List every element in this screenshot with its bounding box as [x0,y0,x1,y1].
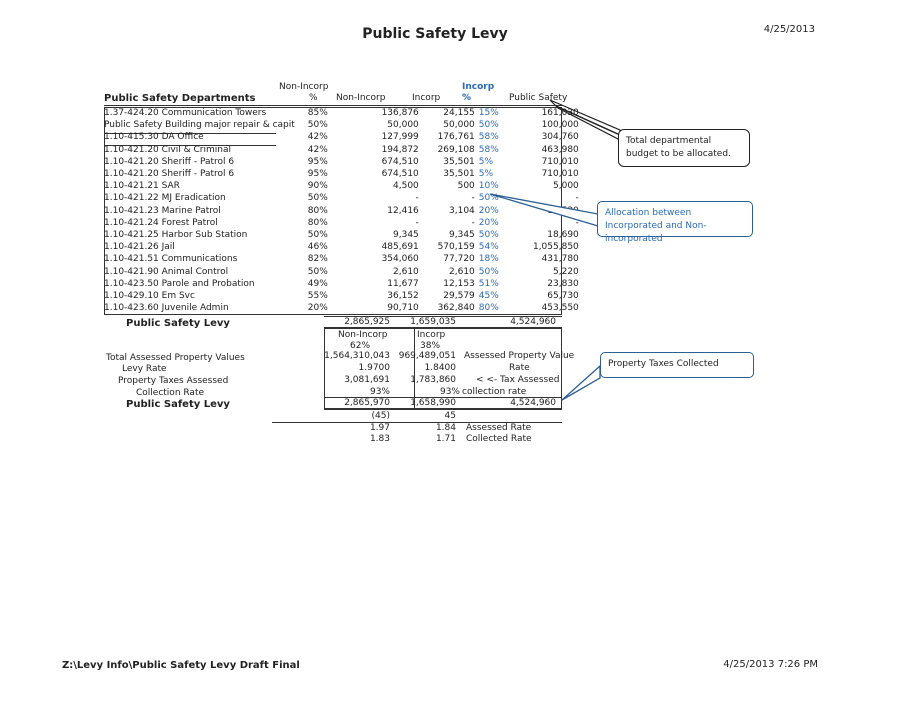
public-safety-amount: 100,000 [541,120,579,131]
non-incorp-pct: 95% [307,169,328,180]
public-safety-amount: 1,055,850 [532,242,579,253]
public-safety-amount: - [575,217,579,228]
incorp-amount: 29,579 [443,290,475,301]
levy-total-non-incorp: 2,865,925 [344,317,390,327]
public-safety-amount: 710,010 [541,156,579,167]
callout-allocation-text: Allocation between Incorporated and Non-incorporated [605,208,707,244]
public-safety-amount: 5,000 [553,181,579,192]
incorp-pct: 50% [478,193,499,204]
assessed-non-incorp: 1,564,310,043 [324,351,390,361]
taxes-pointer [562,366,600,400]
diff-non-incorp: (45) [371,411,390,421]
incorp-pct: 18% [478,254,499,265]
department-name: 1.10-421.21 SAR [104,181,180,192]
public-safety-amount: - [575,193,579,204]
taxes-assessed-incorp: 1,783,860 [410,375,456,385]
incorp-pct: 20% [478,205,499,216]
budget-pointer-shape [550,100,620,140]
department-name: 1.10-421.22 MJ Eradication [104,193,226,204]
collection-non-incorp: 93% [369,387,390,397]
incorp-amount: 50,000 [443,120,475,131]
incorp-pct: 5% [478,156,494,167]
non-incorp-amount: 194,872 [381,144,419,155]
assessed-rate-incorp: 1.84 [435,423,456,433]
split-incorp-label: Incorp [417,330,446,340]
non-incorp-amount: 36,152 [387,290,419,301]
non-incorp-pct: 80% [307,205,328,216]
levy-total2-total: 4,524,960 [510,398,556,408]
department-name: 1.10-421.20 Sheriff - Patrol 6 [104,169,235,180]
non-incorp-amount: 127,999 [381,132,419,143]
department-name: 1.10-423.60 Juvenile Admin [104,303,229,314]
non-incorp-amount: 50,000 [387,120,419,131]
incorp-amount: 9,345 [449,229,475,240]
col-public-safety: Public Safety [509,93,568,103]
non-incorp-amount: - [415,193,419,204]
incorp-pct: 58% [478,132,499,143]
public-safety-amount: 161,030 [541,108,579,119]
incorp-amount: 77,720 [443,254,475,265]
levy-total-incorp: 1,659,035 [410,317,456,327]
incorp-amount: 3,104 [449,205,475,216]
page-title: Public Safety Levy [362,26,508,42]
levy-rate-incorp: 1.8400 [424,363,456,373]
non-incorp-amount: 90,710 [387,303,419,314]
incorp-pct: 80% [478,303,499,314]
col-non-incorp-pct-line1: Non-Incorp [279,82,329,92]
col-incorp-pct-line1: Incorp [462,82,495,92]
split-incorp-pct: 38% [420,341,441,351]
public-safety-amount: 463,980 [541,144,579,155]
incorp-pct: 54% [478,242,499,253]
incorp-pct: 50% [478,120,499,131]
budget-pointer [556,106,620,135]
non-incorp-pct: 42% [307,132,328,143]
non-incorp-amount: 485,691 [381,242,419,253]
department-name: 1.10-415.30 DA Office [104,132,204,143]
department-name: Public Safety Building major repair & capit [104,120,295,131]
incorp-amount: 35,501 [443,156,475,167]
incorp-amount: 35,501 [443,169,475,180]
levy-total2-label: Public Safety Levy [126,399,230,410]
non-incorp-pct: 49% [307,278,328,289]
department-name: 1.10-421.90 Animal Control [104,266,229,277]
non-incorp-pct: 46% [307,242,328,253]
assessed-note: Assessed Property Value [464,351,575,361]
non-incorp-amount: - [415,217,419,228]
non-incorp-pct: 90% [307,181,328,192]
col-non-incorp-pct-line2: % [309,93,318,103]
non-incorp-pct: 42% [307,144,328,155]
split-non-incorp-pct: 62% [350,341,371,351]
non-incorp-amount: 12,416 [387,205,419,216]
levy-total-total: 4,524,960 [510,317,556,327]
split-non-incorp-label: Non-Incorp [338,330,388,340]
non-incorp-amount: 2,610 [393,266,419,277]
incorp-pct: 15% [478,108,499,119]
assessed-label: Total Assessed Property Values [106,353,245,363]
public-safety-amount: 65,730 [547,290,579,301]
non-incorp-pct: 20% [307,303,328,314]
incorp-pct: 10% [478,181,499,192]
incorp-amount: 570,159 [437,242,475,253]
public-safety-amount: 453,550 [541,303,579,314]
non-incorp-pct: 82% [307,254,328,265]
incorp-pct: 51% [478,278,499,289]
non-incorp-amount: 674,510 [381,169,419,180]
col-departments: Public Safety Departments [104,93,256,104]
non-incorp-pct: 50% [307,120,328,131]
levy-total2-non-incorp: 2,865,970 [344,398,390,408]
taxes-assessed-non-incorp: 3,081,691 [344,375,390,385]
collected-rate-non-incorp: 1.83 [369,434,390,444]
col-incorp-pct-line2: % [462,93,472,103]
incorp-pct: 50% [478,229,499,240]
footer-timestamp: 4/25/2013 7:26 PM [723,659,818,670]
non-incorp-amount: 354,060 [381,254,419,265]
public-safety-amount: 304,760 [541,132,579,143]
department-name: 1.37-424.20 Communication Towers [104,108,267,119]
col-incorp: Incorp [412,93,441,103]
non-incorp-pct: 85% [307,108,328,119]
non-incorp-pct: 95% [307,156,328,167]
incorp-amount: 2,610 [449,266,475,277]
assessed-rate-non-incorp: 1.97 [369,423,390,433]
department-name: 1.10-421.20 Civil & Criminal [104,144,231,155]
incorp-pct: 45% [478,290,499,301]
header-date: 4/25/2013 [763,24,815,35]
assessed-incorp: 969,489,051 [398,351,456,361]
non-incorp-amount: 9,345 [393,229,419,240]
incorp-amount: 12,153 [443,278,475,289]
callout-budget [618,129,750,167]
public-safety-amount: 431,780 [541,254,579,265]
non-incorp-amount: 136,876 [381,108,419,119]
levy-rate-non-incorp: 1.9700 [358,363,390,373]
levy-total-label: Public Safety Levy [126,318,230,329]
department-name: 1.10-423.50 Parole and Probation [104,278,255,289]
collection-label: Collection Rate [136,388,205,398]
non-incorp-pct: 55% [307,290,328,301]
collected-rate-label: Collected Rate [466,434,532,444]
callout-taxes [600,352,754,378]
callout-budget-text: Total departmental budget to be allocated. [626,136,731,159]
levy-rate-label: Levy Rate [122,364,167,374]
incorp-amount: - [471,193,475,204]
non-incorp-pct: 50% [307,266,328,277]
public-safety-amount: 23,830 [547,278,579,289]
incorp-pct: 58% [478,144,499,155]
incorp-amount: 24,155 [443,108,475,119]
non-incorp-pct: 80% [307,217,328,228]
department-name: 1.10-421.26 Jail [104,242,175,253]
non-incorp-amount: 4,500 [393,181,419,192]
incorp-amount: 269,108 [437,144,475,155]
callout-taxes-text: Property Taxes Collected [608,359,719,369]
collected-rate-incorp: 1.71 [435,434,456,444]
department-name: 1.10-429.10 Em Svc [104,290,195,301]
incorp-amount: 362,840 [437,303,475,314]
department-name: 1.10-421.25 Harbor Sub Station [104,229,248,240]
diff-incorp: 45 [444,411,456,421]
taxes-assessed-note: < <- Tax Assessed [476,375,560,385]
non-incorp-amount: 11,677 [387,278,419,289]
department-name: 1.10-421.23 Marine Patrol [104,205,221,216]
incorp-amount: 176,761 [437,132,475,143]
taxes-assessed-label: Property Taxes Assessed [118,376,229,386]
collection-note: collection rate [462,387,527,397]
incorp-amount: 500 [457,181,475,192]
department-name: 1.10-421.24 Forest Patrol [104,217,218,228]
public-safety-amount: 710,010 [541,169,579,180]
levy-rate-note: Rate [509,363,530,373]
allocation-pointer [490,194,598,226]
footer-path: Z:\Levy Info\Public Safety Levy Draft Final [62,660,300,671]
incorp-pct: 20% [478,217,499,228]
department-name: 1.10-421.51 Communications [104,254,238,265]
non-incorp-pct: 50% [307,229,328,240]
incorp-pct: 50% [478,266,499,277]
public-safety-amount: 18,690 [547,229,579,240]
incorp-amount: - [471,217,475,228]
callout-allocation [597,201,753,244]
collection-incorp: 93% [439,387,460,397]
public-safety-amount: 5,220 [553,266,579,277]
levy-total2-incorp: 1,658,990 [410,398,456,408]
non-incorp-amount: 674,510 [381,156,419,167]
department-name: 1.10-421.20 Sheriff - Patrol 6 [104,156,235,167]
col-non-incorp: Non-Incorp [336,93,386,103]
non-incorp-pct: 50% [307,193,328,204]
incorp-pct: 5% [478,169,494,180]
assessed-rate-label: Assessed Rate [466,423,532,433]
